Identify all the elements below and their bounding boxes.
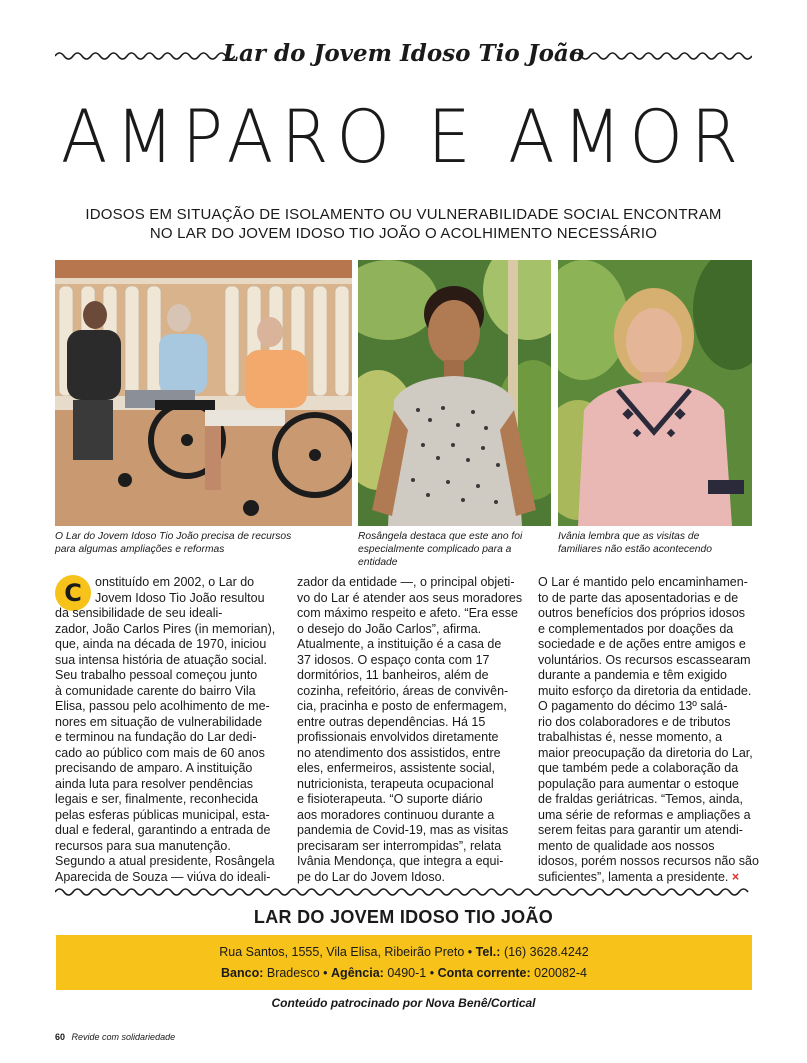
article-line: sua intensa história de atuação social. xyxy=(55,652,267,667)
article-line: população para aumentar o estoque xyxy=(538,776,739,791)
article-line: durante a pandemia e têm exigido xyxy=(538,668,728,682)
photo-ivania-portrait xyxy=(558,260,752,526)
contact-title: LAR DO JOVEM IDOSO TIO JOÃO xyxy=(253,907,554,927)
article-line: dormitórios, 11 banheiros, além de xyxy=(297,668,489,682)
article-line: Elisa, passou pelo acolhimento de me- xyxy=(55,699,270,713)
separator: • xyxy=(467,945,473,959)
bank-name: Bradesco xyxy=(266,966,320,980)
article-line: precisando de amparo. A instituição xyxy=(55,761,253,775)
article-line: de fraldas geriátricas. “Temos, ainda, xyxy=(538,792,743,806)
page-number: 60 xyxy=(55,1032,66,1042)
article-line: no atendimento dos assistidos, entre xyxy=(297,745,501,760)
article-line: O Lar é mantido pelo encaminhamen- xyxy=(538,575,748,589)
contact-info-box xyxy=(56,935,752,990)
article-line: e terminou na fundação do Lar dedi- xyxy=(55,730,257,744)
article-line: pelas esferas públicas municipal, esta- xyxy=(55,807,270,822)
article-line: e fisioterapeuta. “O suporte diário xyxy=(297,792,483,806)
publication-name: Revide com solidariedade xyxy=(71,1032,176,1042)
article-line: rio dos colaboradores e de tributos xyxy=(538,714,731,729)
article-line: muito esforço da diretoria da entidade. xyxy=(538,683,752,698)
contact-row-address xyxy=(56,945,752,959)
photo-caption-ivania xyxy=(558,530,752,556)
subheadline-line-1: IDOSOS EM SITUAÇÃO DE ISOLAMENTO OU VULNERABILIDADE SOCIAL ENCONTRAM xyxy=(85,206,722,223)
bank-label: Banco: xyxy=(221,966,264,980)
separator: • xyxy=(323,966,328,980)
article-line: outros benefícios dos próprios idosos xyxy=(538,606,746,620)
caption-line: familiares não estão acontecendo xyxy=(558,544,712,555)
phone-label: Tel.: xyxy=(475,945,501,959)
article-line: pandemia de Covid-19, mas as visitas xyxy=(297,823,509,837)
wavy-rule-bottom xyxy=(55,886,752,898)
article-line: trabalhistas é, nesse momento, a xyxy=(538,730,723,744)
article-line: zador, João Carlos Pires (in memorian), xyxy=(55,621,276,636)
article-line: vo do Lar é atender aos seus moradores xyxy=(297,590,523,605)
account-label: Conta corrente: xyxy=(437,966,531,980)
article-line: precisaram ser interrompidas”, relata xyxy=(297,838,502,853)
caption-line: Rosângela destaca que este ano foi xyxy=(358,531,523,542)
article-line: Aparecida de Souza — viúva do ideali- xyxy=(55,869,271,884)
article-line: que, ainda na década de 1970, iniciou xyxy=(55,637,267,651)
article-line: cado ao público com mais de 60 anos xyxy=(55,745,265,760)
article-column-3 xyxy=(538,575,759,885)
article-line: voluntários. Os recursos escassearam xyxy=(538,652,751,667)
article-line: cia, pracinha e posto de enfermagem, xyxy=(297,699,507,713)
article-line: Jovem Idoso Tio João resultou xyxy=(95,590,265,605)
article-line: Ivânia Mendonça, que integra a equi- xyxy=(297,854,504,868)
article-line: que também pede a colaboração da xyxy=(538,761,739,775)
end-mark-icon: × xyxy=(728,869,740,884)
agency-number: 0490-1 xyxy=(387,966,427,980)
article-line: profissionais envolvidos diretamente xyxy=(297,730,499,744)
article-line: sociedade e de ações entre amigos e xyxy=(538,637,746,651)
article-line: onstituído em 2002, o Lar do xyxy=(95,575,255,589)
agency-label: Agência: xyxy=(331,966,384,980)
article-line: O pagamento do décimo 13º salá- xyxy=(538,699,728,713)
article-line: da sensibilidade de seu ideali- xyxy=(55,606,223,620)
article-line: maior preocupação da diretoria do Lar, xyxy=(538,745,753,760)
article-line: to de parte das aposentadorias e de xyxy=(538,590,739,605)
photo-rosangela-portrait xyxy=(358,260,551,526)
page-title: AMPARO E AMOR xyxy=(60,94,747,181)
article-line: mento de qualidade aos nossos xyxy=(538,838,715,853)
photo-caption-rosangela xyxy=(358,530,551,569)
article-line: e complementados por doações da xyxy=(538,621,734,636)
article-line: 37 idosos. O espaço conta com 17 xyxy=(297,652,490,667)
article-column-2 xyxy=(297,575,523,885)
caption-line: Ivânia lembra que as visitas de xyxy=(558,531,700,542)
article-line: com máximo respeito e afeto. “Era esse xyxy=(297,606,518,620)
article-line: cozinha, refeitório, áreas de convivên- xyxy=(297,683,509,698)
article-line: idosos, porém nossos recursos não são xyxy=(538,854,759,868)
article-line: Atualmente, a instituição é a casa de xyxy=(297,637,502,651)
address: Rua Santos, 1555, Vila Elisa, Ribeirão Preto xyxy=(219,945,465,959)
photo-residents-veranda xyxy=(55,260,352,526)
caption-line: para algumas ampliações e reformas xyxy=(55,544,225,555)
article-line: nutricionista, terapeuta ocupacional xyxy=(297,776,494,791)
subheadline xyxy=(60,205,747,243)
phone-number: (16) 3628.4242 xyxy=(503,945,589,959)
article-line: pe do Lar do Jovem Idoso. xyxy=(297,869,446,884)
section-kicker: Lar do Jovem Idoso Tio João xyxy=(222,40,585,67)
contact-row-bank xyxy=(56,966,752,980)
sponsor-note: Conteúdo patrocinado por Nova Benê/Cortical xyxy=(271,996,536,1010)
subheadline-line-2: NO LAR DO JOVEM IDOSO TIO JOÃO O ACOLHIMENTO NECESSÁRIO xyxy=(149,225,658,242)
article-line: serem feitas para garantir um atendi- xyxy=(538,823,743,837)
article-line: aos moradores continuou durante a xyxy=(297,807,495,822)
article-line: zador da entidade —, o principal objeti- xyxy=(297,575,515,589)
article-line: à comunidade carente do bairro Vila xyxy=(55,683,256,698)
article-line: Seu trabalho pessoal começou junto xyxy=(55,668,258,682)
article-line: eles, enfermeiros, assistente social, xyxy=(297,761,496,775)
article-line: ainda luta para resolver pendências xyxy=(55,776,254,791)
article-line: entre outras dependências. Há 15 xyxy=(297,714,486,729)
caption-line: especialmente complicado para a entidade xyxy=(358,544,512,568)
article-line: uma série de reformas e ampliações a xyxy=(538,807,751,822)
article-line: recursos para sua manutenção. xyxy=(55,838,231,853)
article-line: suficientes”, lamenta a presidente. × xyxy=(538,869,740,884)
separator: • xyxy=(429,966,435,980)
account-number: 020082-4 xyxy=(534,966,587,980)
article-column-1 xyxy=(55,575,276,885)
article-line: Segundo a atual presidente, Rosângela xyxy=(55,854,275,868)
article-line: dual e federal, garantindo a entrada de xyxy=(55,823,271,837)
page-footer xyxy=(55,1032,175,1042)
drop-cap: C xyxy=(55,575,91,611)
article-line: legais e ser, finalmente, reconhecida xyxy=(55,792,258,806)
article-line: o desejo do João Carlos”, afirma. xyxy=(297,621,482,636)
article-line: nores em situação de vulnerabilidade xyxy=(55,714,263,729)
photo-caption-residents xyxy=(55,530,352,556)
caption-line: O Lar do Jovem Idoso Tio João precisa de recursos xyxy=(55,531,292,542)
